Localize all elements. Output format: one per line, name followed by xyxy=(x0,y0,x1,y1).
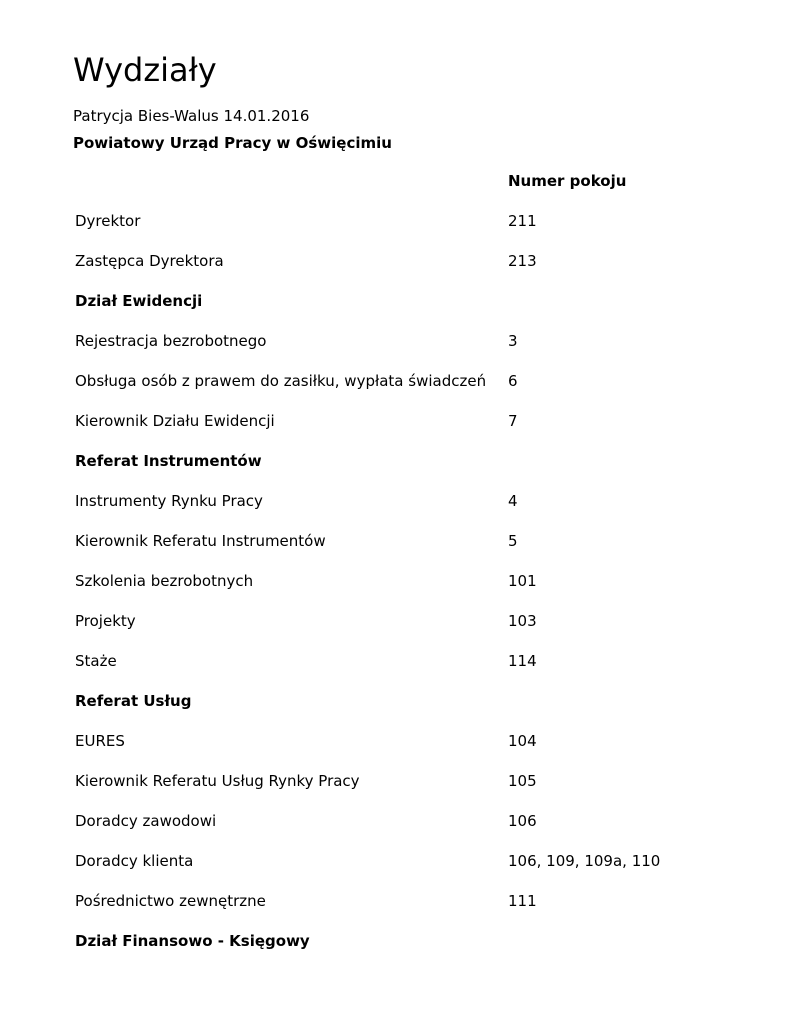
section-heading-row xyxy=(75,681,725,721)
room-table xyxy=(75,161,725,961)
department-name: Obsługa osób z prawem do zasiłku, wypłata świadczeń xyxy=(75,372,487,390)
table-row xyxy=(75,201,725,241)
section-heading: Referat Usług xyxy=(75,692,192,710)
room-number: 106, 109, 109a, 110 xyxy=(508,852,661,870)
table-row xyxy=(75,321,725,361)
department-name: Staże xyxy=(75,652,117,670)
department-name: Kierownik Działu Ewidencji xyxy=(75,412,275,430)
section-heading-row xyxy=(75,441,725,481)
section-heading: Dział Ewidencji xyxy=(75,292,203,310)
room-number: 105 xyxy=(508,772,537,790)
table-row xyxy=(75,361,725,401)
table-row xyxy=(75,481,725,521)
table-row xyxy=(75,521,725,561)
department-name: Instrumenty Rynku Pracy xyxy=(75,492,263,510)
room-number: 4 xyxy=(508,492,518,510)
room-number: 7 xyxy=(508,412,518,430)
section-heading: Referat Instrumentów xyxy=(75,452,262,470)
room-number: 5 xyxy=(508,532,518,550)
table-row xyxy=(75,801,725,841)
table-row xyxy=(75,401,725,441)
table-body xyxy=(75,201,725,961)
section-heading-row xyxy=(75,921,725,961)
room-number: 6 xyxy=(508,372,518,390)
table-row xyxy=(75,721,725,761)
department-name: Doradcy klienta xyxy=(75,852,194,870)
room-number: 101 xyxy=(508,572,537,590)
department-name: Rejestracja bezrobotnego xyxy=(75,332,267,350)
table-header-row xyxy=(75,161,725,201)
department-name: Pośrednictwo zewnętrzne xyxy=(75,892,266,910)
table-row xyxy=(75,881,725,921)
room-number: 103 xyxy=(508,612,537,630)
document-title: Wydziały xyxy=(73,51,217,89)
section-heading-row xyxy=(75,281,725,321)
room-number: 211 xyxy=(508,212,537,230)
table-row xyxy=(75,561,725,601)
table-row xyxy=(75,241,725,281)
organization-name: Powiatowy Urząd Pracy w Oświęcimiu xyxy=(73,134,392,152)
department-name: Szkolenia bezrobotnych xyxy=(75,572,254,590)
department-name: Projekty xyxy=(75,612,136,630)
department-name: Kierownik Referatu Usług Rynky Pracy xyxy=(75,772,360,790)
table-row xyxy=(75,641,725,681)
room-number: 111 xyxy=(508,892,537,910)
room-number: 104 xyxy=(508,732,537,750)
department-name: Kierownik Referatu Instrumentów xyxy=(75,532,326,550)
department-name: EURES xyxy=(75,732,125,750)
department-name: Doradcy zawodowi xyxy=(75,812,217,830)
section-heading: Dział Finansowo - Księgowy xyxy=(75,932,310,950)
department-name: Dyrektor xyxy=(75,212,141,230)
room-number: 106 xyxy=(508,812,537,830)
header-room-number: Numer pokoju xyxy=(508,172,627,190)
table-row xyxy=(75,841,725,881)
room-number: 114 xyxy=(508,652,537,670)
table-row xyxy=(75,761,725,801)
department-name: Zastępca Dyrektora xyxy=(75,252,224,270)
room-number: 213 xyxy=(508,252,537,270)
author-date-line: Patrycja Bies-Walus 14.01.2016 xyxy=(73,107,310,125)
table-row xyxy=(75,601,725,641)
room-number: 3 xyxy=(508,332,518,350)
